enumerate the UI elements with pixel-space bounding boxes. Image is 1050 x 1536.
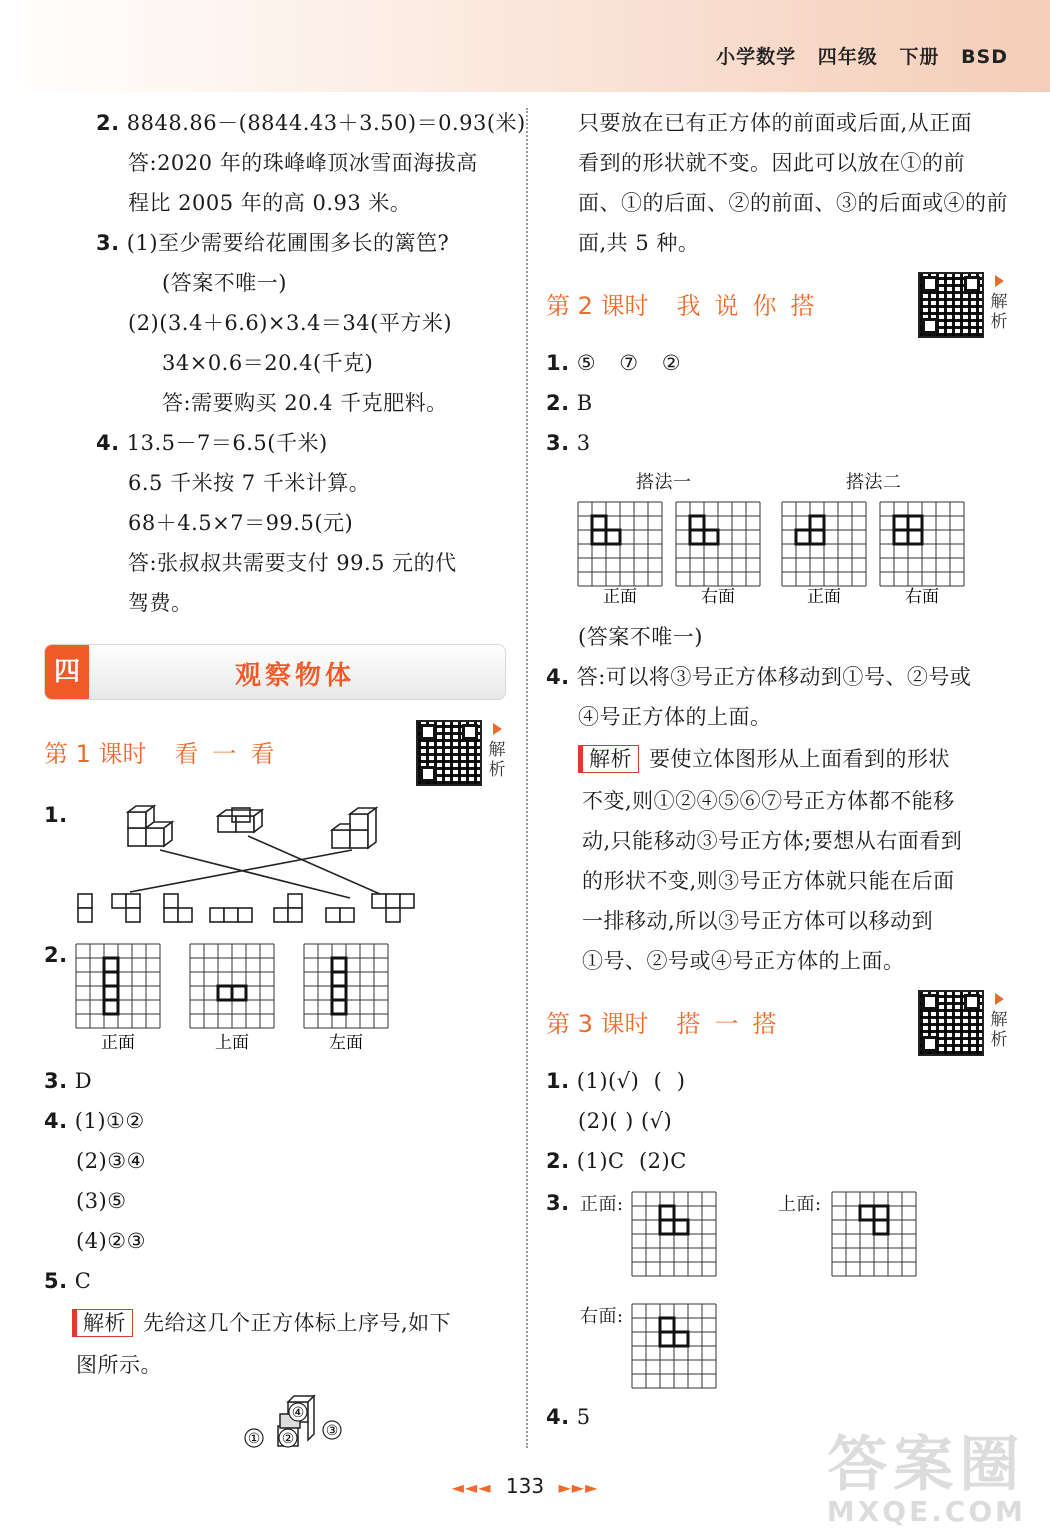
grid-top-view bbox=[190, 944, 274, 1028]
next-arrows-icon: ►►► bbox=[558, 1478, 599, 1497]
grid-method2-front bbox=[782, 502, 866, 586]
watermark-url: MXQE.COM bbox=[826, 1495, 1026, 1528]
caption-front: 正面 bbox=[101, 1033, 135, 1053]
grid-method1-right bbox=[676, 502, 760, 586]
caption-m2-right: 右面 bbox=[905, 587, 939, 607]
lesson1-label: 第 1 课时 bbox=[44, 740, 147, 768]
cont-line3: 面、①的后面、②的前面、③的后面或④的前 bbox=[578, 191, 1008, 215]
lesson2-label: 第 2 课时 bbox=[546, 292, 649, 320]
unit-title: 观察物体 bbox=[235, 661, 356, 691]
q4-line5: 驾费。 bbox=[128, 591, 193, 615]
c3-label-right: 右面: bbox=[580, 1306, 624, 1327]
c3-number: 3. bbox=[546, 1191, 570, 1215]
q2-line1: 2. 8848.86－(8844.43＋3.50)＝0.93(米) bbox=[96, 111, 526, 135]
cube-label-4: ④ bbox=[291, 1405, 305, 1421]
q2-line3: 程比 2005 年的高 0.93 米。 bbox=[128, 191, 412, 215]
b3-method1: 搭法一 bbox=[636, 472, 692, 493]
c2-line: 2. (1)C (2)C bbox=[546, 1149, 687, 1173]
qr-code-image[interactable] bbox=[918, 272, 984, 338]
q3-line2: (答案不唯一) bbox=[162, 271, 287, 295]
watermark-logo-text: 答案圈 bbox=[827, 1430, 1026, 1500]
qr-code-image[interactable] bbox=[918, 990, 984, 1056]
caption-m1-front: 正面 bbox=[603, 587, 637, 607]
caption-top: 上面 bbox=[215, 1033, 249, 1053]
page-number: 133 bbox=[505, 1474, 545, 1498]
a4-line1: 4. (1)①② bbox=[44, 1109, 145, 1133]
q4-line4: 答:张叔叔共需要支付 99.5 元的代 bbox=[128, 551, 457, 575]
grid-method2-right bbox=[880, 502, 964, 586]
grid-left-view bbox=[304, 944, 388, 1028]
grid-c3-front bbox=[632, 1192, 716, 1276]
c3-label-front: 正面: bbox=[580, 1194, 624, 1215]
header-subject: 小学数学 bbox=[716, 46, 797, 68]
a5-analysis-line1: 解析 先给这几个正方体标上序号,如下 bbox=[72, 1308, 451, 1338]
b1-line: 1. ⑤ ⑦ ② bbox=[546, 351, 682, 375]
q4-line1: 4. 13.5－7＝6.5(千米) bbox=[96, 431, 328, 455]
q3-line1: 3. (1)至少需要给花圃围多长的篱笆? bbox=[96, 231, 450, 255]
header-volume: 下册 bbox=[899, 46, 940, 68]
grid-front-view bbox=[76, 944, 160, 1028]
q3-line4: 34×0.6＝20.4(千克) bbox=[162, 351, 374, 375]
a2-grid-views bbox=[74, 944, 394, 1056]
q3-line5: 答:需要购买 20.4 千克肥料。 bbox=[162, 391, 448, 415]
lesson2-heading bbox=[546, 286, 829, 321]
a1-matching-figure bbox=[70, 800, 440, 930]
cube-label-1: ① bbox=[247, 1431, 261, 1447]
a5-analysis-line2: 图所示。 bbox=[76, 1353, 162, 1377]
b4-analysis-line2: 不变,则①②④⑤⑥⑦号正方体都不能移 bbox=[582, 789, 955, 813]
c1-line1: 1. (1)(√) ( ) bbox=[546, 1069, 686, 1093]
q4-line3: 68＋4.5×7＝99.5(元) bbox=[128, 511, 354, 535]
grid-c3-top bbox=[832, 1192, 916, 1276]
play-arrow-icon bbox=[995, 993, 1004, 1005]
caption-m2-front: 正面 bbox=[807, 587, 841, 607]
b2-line: 2. B bbox=[546, 391, 593, 415]
lesson3-title: 搭一搭 bbox=[676, 1010, 791, 1038]
watermark bbox=[826, 1430, 1026, 1528]
b4-analysis-line3: 动,只能移动③号正方体;要想从右面看到 bbox=[582, 829, 963, 853]
analysis-tag: 解析 bbox=[72, 1309, 133, 1337]
lesson1-title: 看一看 bbox=[174, 740, 289, 768]
a4-line4: (4)②③ bbox=[76, 1229, 146, 1253]
a1-number: 1. bbox=[44, 803, 68, 827]
caption-left: 左面 bbox=[329, 1033, 363, 1053]
solid-figure-2 bbox=[218, 808, 262, 832]
b4-line1: 4. 答:可以将③号正方体移动到①号、②号或 bbox=[546, 665, 972, 689]
header-edition: BSD bbox=[961, 46, 1008, 68]
b3-line: 3. 3 bbox=[546, 431, 591, 455]
play-arrow-icon bbox=[995, 275, 1004, 287]
lesson3-label: 第 3 课时 bbox=[546, 1010, 649, 1038]
grid-c3-right bbox=[632, 1304, 716, 1388]
qr-code-image[interactable] bbox=[416, 720, 482, 786]
play-arrow-icon bbox=[493, 723, 502, 735]
page-header bbox=[0, 0, 1050, 92]
a3-line: 3. D bbox=[44, 1069, 93, 1093]
q4-line2: 6.5 千米按 7 千米计算。 bbox=[128, 471, 371, 495]
solid-figure-1 bbox=[128, 806, 172, 846]
lesson3-heading bbox=[546, 1004, 791, 1039]
prev-arrows-icon: ◄◄◄ bbox=[451, 1478, 492, 1497]
c3-grid-views bbox=[0, 0, 1, 1]
a5-line: 5. C bbox=[44, 1269, 92, 1293]
lesson2-title: 我说你搭 bbox=[676, 292, 829, 320]
header-grade: 四年级 bbox=[817, 46, 878, 68]
cube-label-3: ③ bbox=[325, 1423, 339, 1439]
q2-line2: 答:2020 年的珠峰峰顶冰雪面海拔高 bbox=[128, 151, 478, 175]
c1-line2: (2)( ) (√) bbox=[578, 1109, 673, 1133]
b3-note: (答案不唯一) bbox=[578, 625, 703, 649]
unit-banner bbox=[44, 644, 506, 700]
caption-m1-right: 右面 bbox=[701, 587, 735, 607]
a5-numbered-cubes bbox=[240, 1392, 350, 1462]
grid-method1-front bbox=[578, 502, 662, 586]
a4-line2: (2)③④ bbox=[76, 1149, 146, 1173]
cont-line2: 看到的形状就不变。因此可以放在①的前 bbox=[578, 151, 965, 175]
b4-analysis-line5: 一排移动,所以③号正方体可以移动到 bbox=[582, 909, 934, 933]
unit-badge: 四 bbox=[45, 645, 89, 699]
analysis-tag: 解析 bbox=[578, 745, 639, 773]
b3-grid-views bbox=[578, 502, 968, 612]
qr-label[interactable]: 解析 bbox=[988, 272, 1010, 332]
lesson1-heading bbox=[44, 734, 289, 769]
c3-label-top: 上面: bbox=[778, 1194, 822, 1215]
b4-analysis-line1: 解析 要使立体图形从上面看到的形状 bbox=[578, 744, 950, 774]
qr-label[interactable]: 解析 bbox=[486, 720, 508, 780]
b3-method2: 搭法二 bbox=[846, 472, 902, 493]
cont-line1: 只要放在已有正方体的前面或后面,从正面 bbox=[578, 111, 973, 135]
a4-line3: (3)⑤ bbox=[76, 1189, 127, 1213]
b4-line2: ④号正方体的上面。 bbox=[578, 705, 772, 729]
cont-line4: 面,共 5 种。 bbox=[578, 231, 700, 255]
qr-label[interactable]: 解析 bbox=[988, 990, 1010, 1050]
c4-line: 4. 5 bbox=[546, 1405, 591, 1429]
b4-analysis-line6: ①号、②号或④号正方体的上面。 bbox=[582, 949, 905, 973]
solid-figure-3 bbox=[332, 808, 376, 848]
header-breadcrumb bbox=[716, 42, 1008, 69]
column-divider bbox=[526, 108, 528, 1448]
a2-number: 2. bbox=[44, 943, 68, 967]
cube-label-2: ② bbox=[281, 1431, 295, 1447]
b4-analysis-line4: 的形状不变,则③号正方体就只能在后面 bbox=[582, 869, 955, 893]
q3-line3: (2)(3.4＋6.6)×3.4＝34(平方米) bbox=[128, 311, 453, 335]
